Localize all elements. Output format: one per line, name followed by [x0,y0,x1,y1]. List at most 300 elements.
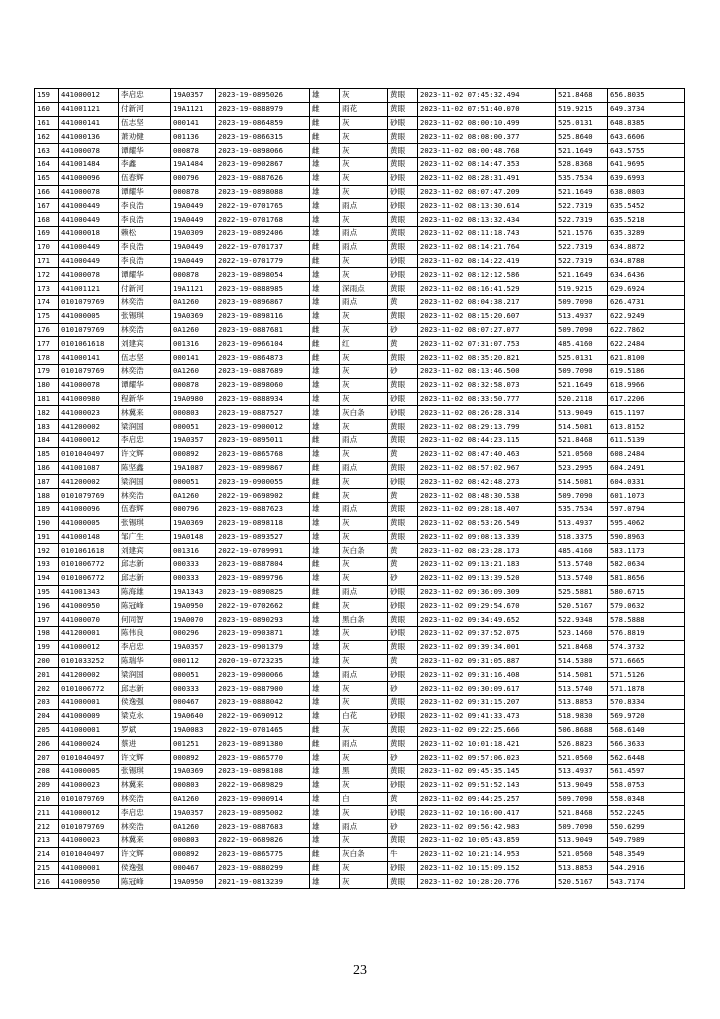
eye-cell: 黄眼 [388,502,418,516]
distance-cell: 523.2995 [556,461,608,475]
table-row [35,765,685,779]
speed-cell: 590.8963 [608,530,685,544]
speed-cell: 634.6436 [608,268,685,282]
color-cell: 灰 [340,599,388,613]
distance-cell: 506.8688 [556,723,608,737]
name-cell: 伍志坚 [119,116,171,130]
speed-cell: 561.4597 [608,765,685,779]
page-number: 23 [353,963,367,978]
speed-cell: 576.8819 [608,627,685,641]
color-cell: 灰 [340,475,388,489]
table-row [35,682,685,696]
sex-cell: 雄 [310,282,340,296]
eye-cell: 砂眼 [388,268,418,282]
ring-number-cell: 2022-19-0701465 [216,723,310,737]
distance-cell: 522.7319 [556,213,608,227]
member-id-cell: 441000078 [59,268,119,282]
table-row [35,295,685,309]
ring-code-cell: 19A1087 [171,461,216,475]
speed-cell: 635.5452 [608,199,685,213]
table-row [35,737,685,751]
distance-cell: 525.0131 [556,351,608,365]
rank-cell: 171 [35,254,59,268]
distance-cell: 509.7090 [556,820,608,834]
eye-cell: 黄 [388,558,418,572]
ring-code-cell: 000796 [171,502,216,516]
name-cell: 林奕浩 [119,489,171,503]
member-id-cell: 441000001 [59,861,119,875]
rank-cell: 182 [35,406,59,420]
arrival-time-cell: 2023-11-02 08:04:38.217 [418,295,556,309]
arrival-time-cell: 2023-11-02 09:31:05.887 [418,654,556,668]
eye-cell: 黄 [388,654,418,668]
distance-cell: 521.0560 [556,751,608,765]
color-cell: 雨点 [340,502,388,516]
member-id-cell: 441001343 [59,585,119,599]
table-row [35,199,685,213]
table-row [35,116,685,130]
rank-cell: 213 [35,834,59,848]
sex-cell: 雄 [310,778,340,792]
rank-cell: 165 [35,171,59,185]
table-row [35,171,685,185]
ring-code-cell: 000803 [171,834,216,848]
name-cell: 陈海雄 [119,585,171,599]
color-cell: 灰 [340,682,388,696]
distance-cell: 513.8853 [556,696,608,710]
eye-cell: 黄眼 [388,240,418,254]
table-row [35,820,685,834]
arrival-time-cell: 2023-11-02 08:13:46.500 [418,364,556,378]
arrival-time-cell: 2023-11-02 08:42:48.273 [418,475,556,489]
color-cell: 雨点 [340,226,388,240]
table-row [35,420,685,434]
distance-cell: 521.0560 [556,847,608,861]
ring-code-cell: 000467 [171,696,216,710]
ring-code-cell: 19A0357 [171,806,216,820]
member-id-cell: 441000023 [59,406,119,420]
name-cell: 谭耀华 [119,144,171,158]
name-cell: 伍春辉 [119,502,171,516]
arrival-time-cell: 2023-11-02 08:53:26.549 [418,516,556,530]
sex-cell: 雌 [310,433,340,447]
name-cell: 邱志新 [119,558,171,572]
distance-cell: 514.5380 [556,654,608,668]
rank-cell: 186 [35,461,59,475]
speed-cell: 656.8035 [608,89,685,103]
ring-code-cell: 000892 [171,847,216,861]
color-cell: 灰 [340,489,388,503]
eye-cell: 砂眼 [388,861,418,875]
eye-cell: 黄眼 [388,282,418,296]
speed-cell: 579.0632 [608,599,685,613]
member-id-cell: 0101061618 [59,544,119,558]
ring-code-cell: 19A0449 [171,213,216,227]
table-row [35,751,685,765]
rank-cell: 173 [35,282,59,296]
arrival-time-cell: 2023-11-02 09:30:09.617 [418,682,556,696]
sex-cell: 雌 [310,351,340,365]
color-cell: 雨点 [340,433,388,447]
distance-cell: 513.9049 [556,778,608,792]
sex-cell: 雄 [310,226,340,240]
table-row [35,834,685,848]
speed-cell: 619.5186 [608,364,685,378]
arrival-time-cell: 2023-11-02 08:14:47.353 [418,157,556,171]
color-cell: 灰 [340,309,388,323]
ring-code-cell: 0A1260 [171,364,216,378]
ring-number-cell: 2023-19-0899867 [216,461,310,475]
table-row [35,696,685,710]
eye-cell: 砂眼 [388,806,418,820]
distance-cell: 509.7090 [556,364,608,378]
eye-cell: 砂眼 [388,116,418,130]
ring-code-cell: 000051 [171,475,216,489]
color-cell: 灰 [340,268,388,282]
distance-cell: 485.4160 [556,544,608,558]
table-row [35,530,685,544]
sex-cell: 雄 [310,571,340,585]
ring-code-cell: 000803 [171,406,216,420]
member-id-cell: 0101079769 [59,820,119,834]
arrival-time-cell: 2023-11-02 08:14:21.764 [418,240,556,254]
name-cell: 萧劝健 [119,130,171,144]
member-id-cell: 441200002 [59,475,119,489]
rank-cell: 203 [35,696,59,710]
arrival-time-cell: 2023-11-02 09:39:34.001 [418,640,556,654]
table-row [35,240,685,254]
distance-cell: 521.8468 [556,89,608,103]
sex-cell: 雌 [310,240,340,254]
ring-code-cell: 19A0070 [171,613,216,627]
sex-cell: 雌 [310,461,340,475]
member-id-cell: 441000141 [59,351,119,365]
table-row [35,213,685,227]
rank-cell: 162 [35,130,59,144]
distance-cell: 535.7534 [556,171,608,185]
member-id-cell: 441000005 [59,516,119,530]
ring-number-cell: 2023-19-0890825 [216,585,310,599]
speed-cell: 578.5888 [608,613,685,627]
speed-cell: 552.2245 [608,806,685,820]
ring-number-cell: 2023-19-0900055 [216,475,310,489]
ring-code-cell: 0A1260 [171,489,216,503]
speed-cell: 558.0348 [608,792,685,806]
ring-number-cell: 2023-19-0888979 [216,102,310,116]
speed-cell: 571.6665 [608,654,685,668]
name-cell: 林冀来 [119,778,171,792]
color-cell: 灰 [340,627,388,641]
sex-cell: 雄 [310,89,340,103]
member-id-cell: 441000023 [59,834,119,848]
sex-cell: 雌 [310,489,340,503]
arrival-time-cell: 2023-11-02 08:13:32.434 [418,213,556,227]
member-id-cell: 441000005 [59,765,119,779]
distance-cell: 509.7090 [556,323,608,337]
distance-cell: 513.9049 [556,834,608,848]
sex-cell: 雄 [310,213,340,227]
ring-number-cell: 2023-19-0898060 [216,378,310,392]
table-row [35,516,685,530]
distance-cell: 520.5167 [556,599,608,613]
member-id-cell: 441000096 [59,502,119,516]
ring-number-cell: 2023-19-0866315 [216,130,310,144]
sex-cell: 雄 [310,640,340,654]
sex-cell: 雄 [310,820,340,834]
member-id-cell: 441000070 [59,613,119,627]
name-cell: 邱志新 [119,571,171,585]
member-id-cell: 441001121 [59,282,119,296]
sex-cell: 雌 [310,475,340,489]
distance-cell: 513.4937 [556,309,608,323]
member-id-cell: 441000024 [59,737,119,751]
speed-cell: 613.8152 [608,420,685,434]
arrival-time-cell: 2023-11-02 09:36:09.309 [418,585,556,599]
name-cell: 梁克永 [119,709,171,723]
rank-cell: 197 [35,613,59,627]
table-row [35,475,685,489]
ring-number-cell: 2023-19-0865768 [216,447,310,461]
rank-cell: 179 [35,364,59,378]
eye-cell: 黄眼 [388,130,418,144]
ring-number-cell: 2023-19-0901379 [216,640,310,654]
rank-cell: 184 [35,433,59,447]
ring-number-cell: 2023-19-0895011 [216,433,310,447]
color-cell: 灰 [340,89,388,103]
sex-cell: 雄 [310,185,340,199]
name-cell: 陈冠峰 [119,599,171,613]
eye-cell: 黄眼 [388,213,418,227]
color-cell: 雨点 [340,461,388,475]
rank-cell: 160 [35,102,59,116]
distance-cell: 518.9830 [556,709,608,723]
rank-cell: 170 [35,240,59,254]
sex-cell: 雄 [310,709,340,723]
rank-cell: 190 [35,516,59,530]
speed-cell: 582.0634 [608,558,685,572]
speed-cell: 615.1197 [608,406,685,420]
ring-code-cell: 001136 [171,130,216,144]
ring-number-cell: 2023-19-0887623 [216,502,310,516]
name-cell: 林奕浩 [119,820,171,834]
arrival-time-cell: 2023-11-02 09:51:52.143 [418,778,556,792]
sex-cell: 雄 [310,765,340,779]
arrival-time-cell: 2023-11-02 09:45:35.145 [418,765,556,779]
color-cell: 灰 [340,171,388,185]
name-cell: 付新河 [119,282,171,296]
rank-cell: 168 [35,213,59,227]
table-row [35,185,685,199]
speed-cell: 571.5126 [608,668,685,682]
table-row [35,130,685,144]
distance-cell: 523.1460 [556,627,608,641]
name-cell: 罗斌 [119,723,171,737]
table-row [35,544,685,558]
rank-cell: 176 [35,323,59,337]
distance-cell: 521.8468 [556,806,608,820]
arrival-time-cell: 2023-11-02 08:07:27.077 [418,323,556,337]
color-cell: 灰 [340,157,388,171]
member-id-cell: 0101061618 [59,337,119,351]
member-id-cell: 441000449 [59,199,119,213]
eye-cell: 黄眼 [388,723,418,737]
ring-code-cell: 19A1343 [171,585,216,599]
distance-cell: 521.1649 [556,378,608,392]
rank-cell: 159 [35,89,59,103]
ring-code-cell: 0A1260 [171,792,216,806]
color-cell: 红 [340,337,388,351]
distance-cell: 520.5167 [556,875,608,889]
eye-cell: 砂眼 [388,778,418,792]
distance-cell: 535.7534 [556,502,608,516]
ring-code-cell: 19A0357 [171,89,216,103]
ring-code-cell: 000333 [171,571,216,585]
eye-cell: 黄眼 [388,351,418,365]
name-cell: 李启忠 [119,89,171,103]
speed-cell: 548.3549 [608,847,685,861]
distance-cell: 521.1649 [556,185,608,199]
sex-cell: 雌 [310,254,340,268]
ring-code-cell: 19A0950 [171,599,216,613]
sex-cell: 雌 [310,723,340,737]
distance-cell: 526.8823 [556,737,608,751]
member-id-cell: 441000078 [59,185,119,199]
rank-cell: 187 [35,475,59,489]
ring-code-cell: 000141 [171,116,216,130]
member-id-cell: 441000148 [59,530,119,544]
arrival-time-cell: 2023-11-02 10:21:14.953 [418,847,556,861]
eye-cell: 黄眼 [388,530,418,544]
ring-code-cell: 000796 [171,171,216,185]
color-cell: 灰 [340,447,388,461]
name-cell: 李启忠 [119,640,171,654]
color-cell: 灰 [340,558,388,572]
arrival-time-cell: 2023-11-02 08:23:28.173 [418,544,556,558]
sex-cell: 雄 [310,627,340,641]
member-id-cell: 441000012 [59,89,119,103]
ring-code-cell: 19A0950 [171,875,216,889]
distance-cell: 522.7319 [556,254,608,268]
ring-code-cell: 000112 [171,654,216,668]
ring-number-cell: 2023-19-0887900 [216,682,310,696]
ring-number-cell: 2023-19-0887626 [216,171,310,185]
distance-cell: 509.7090 [556,792,608,806]
name-cell: 许文辉 [119,447,171,461]
ring-code-cell: 19A0369 [171,309,216,323]
speed-cell: 604.2491 [608,461,685,475]
ring-code-cell: 000892 [171,751,216,765]
eye-cell: 黄眼 [388,144,418,158]
arrival-time-cell: 2023-11-02 10:01:18.421 [418,737,556,751]
ring-number-cell: 2023-19-0898118 [216,516,310,530]
ring-number-cell: 2023-19-0898054 [216,268,310,282]
eye-cell: 黄眼 [388,309,418,323]
ring-code-cell: 000296 [171,627,216,641]
ring-number-cell: 2023-19-0891380 [216,737,310,751]
color-cell: 黑白条 [340,613,388,627]
ring-code-cell: 000803 [171,778,216,792]
distance-cell: 485.4160 [556,337,608,351]
arrival-time-cell: 2023-11-02 09:31:15.207 [418,696,556,710]
sex-cell: 雌 [310,558,340,572]
table-row [35,337,685,351]
ring-number-cell: 2023-19-0900914 [216,792,310,806]
color-cell: 灰 [340,571,388,585]
speed-cell: 604.0331 [608,475,685,489]
ring-number-cell: 2023-19-0898066 [216,144,310,158]
eye-cell: 黄眼 [388,226,418,240]
member-id-cell: 441000950 [59,599,119,613]
sex-cell: 雌 [310,585,340,599]
table-row [35,144,685,158]
name-cell: 侯逸强 [119,696,171,710]
results-table [34,88,685,889]
color-cell: 雨点 [340,585,388,599]
sex-cell: 雌 [310,116,340,130]
eye-cell: 砂 [388,571,418,585]
speed-cell: 608.2484 [608,447,685,461]
sex-cell: 雄 [310,364,340,378]
rank-cell: 161 [35,116,59,130]
name-cell: 赖松 [119,226,171,240]
rank-cell: 185 [35,447,59,461]
sex-cell: 雌 [310,599,340,613]
color-cell: 灰 [340,323,388,337]
color-cell: 灰白条 [340,406,388,420]
member-id-cell: 0101040497 [59,447,119,461]
table-row [35,558,685,572]
sex-cell: 雄 [310,751,340,765]
color-cell: 灰 [340,530,388,544]
sex-cell: 雄 [310,613,340,627]
arrival-time-cell: 2023-11-02 08:44:23.115 [418,433,556,447]
speed-cell: 648.8385 [608,116,685,130]
arrival-time-cell: 2023-11-02 07:51:40.070 [418,102,556,116]
ring-number-cell: 2022-19-0701737 [216,240,310,254]
member-id-cell: 441000009 [59,709,119,723]
distance-cell: 522.7319 [556,240,608,254]
speed-cell: 649.3734 [608,102,685,116]
distance-cell: 509.7090 [556,295,608,309]
ring-number-cell: 2023-19-0895026 [216,89,310,103]
table-row [35,309,685,323]
ring-number-cell: 2023-19-0888985 [216,282,310,296]
speed-cell: 580.6715 [608,585,685,599]
speed-cell: 626.4731 [608,295,685,309]
rank-cell: 177 [35,337,59,351]
ring-number-cell: 2022-19-0689829 [216,778,310,792]
name-cell: 李启忠 [119,806,171,820]
eye-cell: 黄眼 [388,737,418,751]
eye-cell: 黄眼 [388,516,418,530]
distance-cell: 521.8468 [556,640,608,654]
sex-cell: 雌 [310,337,340,351]
member-id-cell: 441000078 [59,378,119,392]
eye-cell: 黄眼 [388,89,418,103]
table-row [35,847,685,861]
ring-code-cell: 000878 [171,268,216,282]
ring-code-cell: 000467 [171,861,216,875]
member-id-cell: 441200002 [59,420,119,434]
distance-cell: 514.5081 [556,420,608,434]
distance-cell: 514.5081 [556,668,608,682]
eye-cell: 黄 [388,337,418,351]
arrival-time-cell: 2023-11-02 09:13:21.183 [418,558,556,572]
speed-cell: 543.7174 [608,875,685,889]
rank-cell: 174 [35,295,59,309]
ring-number-cell: 2023-19-0900066 [216,668,310,682]
color-cell: 灰 [340,516,388,530]
